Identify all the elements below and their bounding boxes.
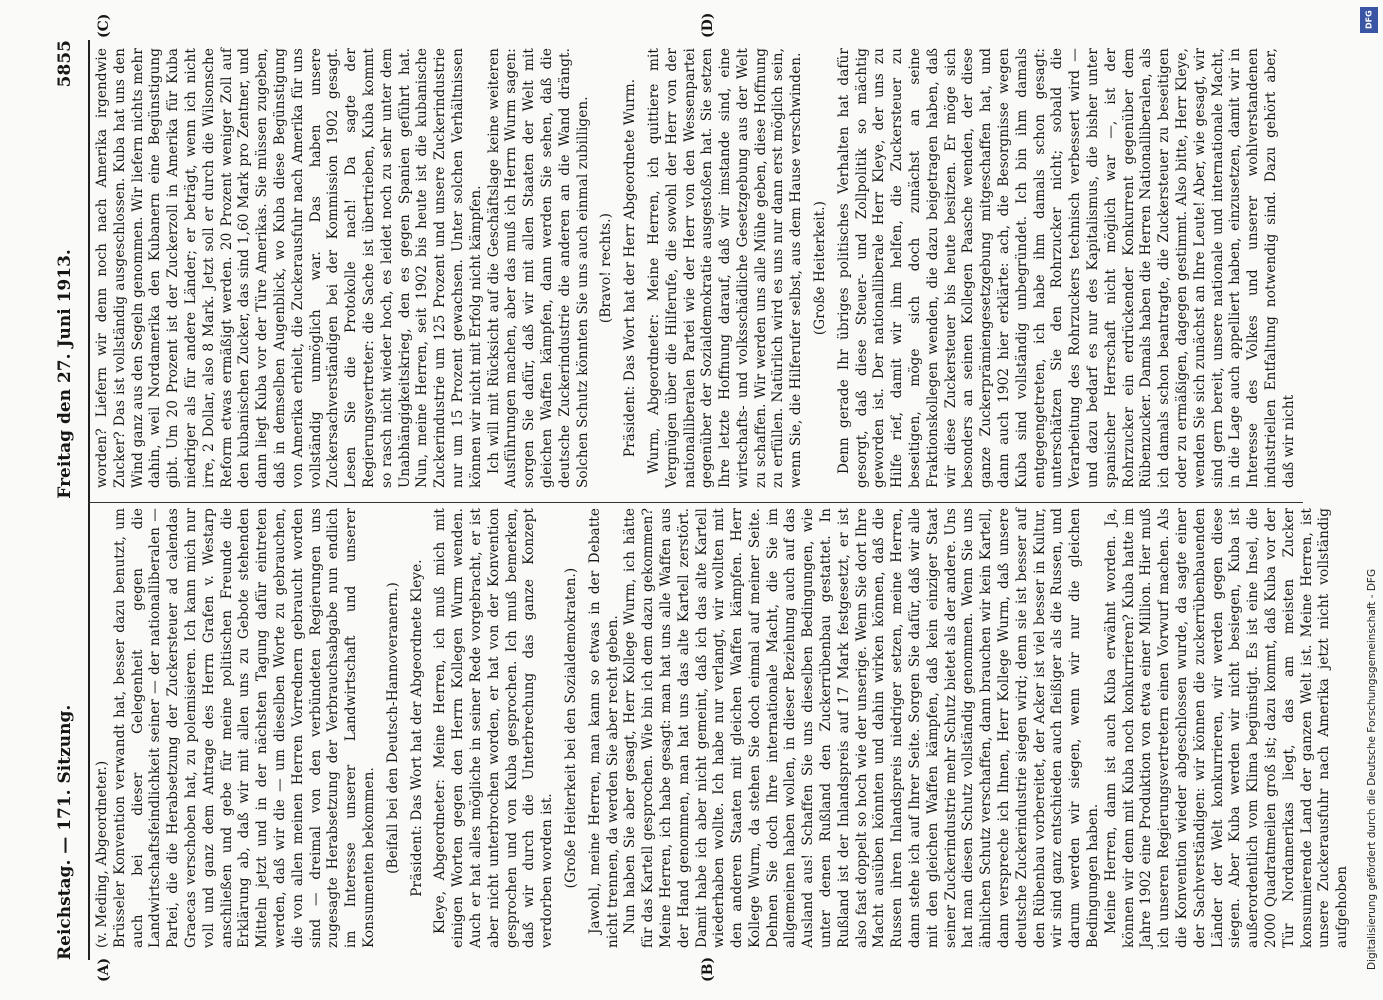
header-date: Freitag den 27. Juni 1913. xyxy=(55,249,75,499)
margin-mark-c: (C) xyxy=(96,13,112,38)
page-number: 5855 xyxy=(55,40,75,88)
digitization-stamp: Digitalisierung gefördert durch die Deutsche Forschungsgemeinschaft - DFG xyxy=(1366,568,1378,970)
right-column-paragraph: Denn gerade Ihr übriges politisches Verhalten hat dafür gesorgt, daß diese Steuer- und Zollpolitik so mächtig geworden ist. Der nationalliberale Herr Kleye, der uns zu Hilfe rief, damit wir ihm helfen, die Zuckersteuer zu beseitigen, möge sich doch zunächst an seine Fraktionskollegen wenden, die dazu beigetragen haben, daß wir diese Zuckersteuer bis heute besitzen. Er möge sich besonders an seinen Kollegen Paasche wenden, der diese ganze Zuckerprämiengesetzgebung mitgeschaffen hat, und dann auch 1902 hier erklärte: ach, die Besorgnisse wegen Kuba sind vollständig unbegründet. Ich bin ihm damals entgegengetreten, ich habe ihm damals schon gesagt: unterschätzen Sie den Rohrzucker nicht; sobald die Verarbeitung des Rohrzuckers technisch verbessert wird — und dazu bedarf es nur des Kapitalismus, die bisher unter spanischer Herrschaft nicht möglich war —, ist der Rohrzucker ein erdrückender Konkurrent gegenüber dem Rübenzucker. Damals haben die Herren Nationalliberalen, als ich damals schon beantragte, die Zuckersteuer zu beseitigen oder zu ermäßigen, dagegen gestimmt. Also bitte, Herr Kleye, wenden Sie sich zunächst an Ihre Leute! Aber, wie gesagt, wir sind gern bereit, unsere nationale und internationale Macht, in die Lage auch appelliert haben, einzusetzen, damit wir in Interesse des Volkes und unserer wohlverstandenen industriellen Entfaltung notwendig sind. Dazu gehört aber, daß wir nicht xyxy=(835,48,1297,488)
left-column-paragraph: Nun haben Sie aber gesagt, Herr Kollege Wurm, ich hätte für das Kartell gesprochen. Wie bin ich dem dazu gekommen? Meine Herren, ich habe gesagt: man hat uns alle Waffen aus der Hand genommen, man hat uns das alte Kartell zerstört. Damit habe ich aber nicht gemeint, daß ich das alte Kartell wiederhaben wollte. Ich habe nur verlangt, wir wollten mit den anderen Staaten mit gleichen Waffen kämpfen. Herr Kollege Wurm, da stehen Sie doch einmal auf meiner Seite. Dehnen Sie doch Ihre internationale Macht, die Sie im allgemeinen haben wollen, in dieser Beziehung auch auf das Ausland aus! Schaffen Sie uns dieselben Bedingungen, wie unter denen Rußland den Zuckerrübenbau gestattet. In Rußland ist der Inlandspreis auf 17 Mark festgesetzt, er ist also fast doppelt so hoch wie der unserige. Wenn Sie dort Ihre Macht ausüben könnten und dahin wirken können, daß die Russen ihren Inlandspreis niedriger setzen, meine Herren, dann stehe ich auf Ihrer Seite. Sorgen Sie dafür, daß wir alle mit den gleichen Waffen kämpfen, daß kein einziger Staat seiner Zuckerindustrie mehr Schutz bietet als der andere. Uns hat man diesen Schutz vollständig genommen. Wenn Sie uns ähnlichen Schutz verschaffen, dann brauchen wir kein Kartell, dann verspreche ich Ihnen, Herr Kollege Wurm, daß unsere deutsche Zuckerindustrie siegen wird; denn sie ist besser auf den Rübenbau vorbereitet, der Acker ist viel besser in Kultur, wir sind ganz entschieden auch fleißiger als die Russen, und darum werden wir siegen, wenn wir nur die gleichen Bedingungen haben. xyxy=(622,508,1102,948)
page-header xyxy=(55,40,85,960)
left-column-paragraph: Präsident: Das Wort hat der Abgeordnete Kleye. xyxy=(408,559,425,897)
header-left: Reichstag. — 171. Sitzung. xyxy=(55,704,75,960)
right-column-paragraph: Präsident: Das Wort hat der Herr Abgeordnete Wurm. xyxy=(622,78,639,458)
header-rule xyxy=(88,40,90,960)
left-column-paragraph: Kleye, Abgeordneter: Meine Herren, ich muß mich mit einigen Worten gegen den Herrn Kollegen Wurm wenden. Auch er hat alles mögliche in seiner Rede vorgebracht, er ist aber nicht unterbrochen worden, er hat von der Konvention gesprochen und von Kuba gesprochen. Ich muß bemerken, daß wir durch die Unterbrechung das ganze Konzept verdorben worden ist. xyxy=(432,508,556,948)
right-column-paragraph: (Große Heiterkeit.) xyxy=(812,200,829,336)
left-column-paragraph: Jawohl, meine Herren, man kann so etwas in der Debatte nicht trennen, da werden Sie aber recht geben. xyxy=(586,508,621,948)
left-column-paragraph: (Große Heiterkeit bei den Sozialdemokraten.) xyxy=(562,567,579,889)
dfg-logo: DFG xyxy=(1360,7,1378,33)
right-column-paragraph: (Bravo! rechts.) xyxy=(598,212,615,324)
left-column xyxy=(94,508,1352,948)
left-column-paragraph: (v. Meding, Abgeordneter.) xyxy=(94,760,110,948)
left-column-paragraph: (Beifall bei den Deutsch-Hannoveranern.) xyxy=(384,582,401,874)
right-column-paragraph: Ich will mit Rücksicht auf die Geschäftslage keine weiteren Ausführungen machen, aber das muß ich Herrn Wurm sagen: sorgen Sie dafür, daß wir mit allen Staaten der Welt mit gleichen Waffen kämpfen, dann werden Sie sehen, daß die deutsche Zuckerindustrie die anderen an die Wand drängt. Solchen Schutz könnten Sie uns auch einmal zubilligen. xyxy=(485,48,591,488)
right-column-paragraph: worden? Liefern wir denn noch nach Amerika irgendwie Zucker? Das ist vollständig ausgeschlossen. Kuba hat uns den Wind ganz aus den Segeln genommen. Wir liefern nichts mehr dahin, weil Nordamerika den Kubanern eine Begünstigung gibt. Um 20 Prozent ist der Zuckerzoll in Amerika für Kuba niedriger als für andere Länder; er beträgt, wenn ich nicht irre, 2 Dollar, also 8 Mark. Jetzt soll er durch die Wilsonsche Reform etwas ermäßigt werden. 20 Prozent weniger Zoll auf den kubanischen Zucker, das sind 1,60 Mark pro Zentner, und dann liegt Kuba vor der Türe Amerikas. Sie müssen zugeben, daß in demselben Augenblick, wo Kuba diese Begünstigung von Amerika erhielt, die Zuckerausfuhr nach Amerika für uns vollständig unmöglich war. Das haben unsere Zuckersachverständigen bei der Kommission 1902 gesagt. Lesen Sie die Protokolle nach! Da sagte der Regierungsvertreter: die Sache ist übertrieben, Kuba kommt so rasch nicht wieder hoch, es leidet noch zu sehr unter dem Unabhängigkeitskrieg, den es gegen Spanien geführt hat. Nun, meine Herren, seit 1902 bis heute ist die kubanische Zuckerindustrie um 125 Prozent und unsere Zuckerindustrie nur um 15 Prozent gewachsen. Unter solchen Verhältnissen können wir nicht mit Erfolg nicht kämpfen. xyxy=(94,48,484,488)
header-right xyxy=(55,40,75,499)
margin-mark-b: (B) xyxy=(700,956,716,982)
left-column-paragraph: Meine Herren, dann ist auch Kuba erwähnt worden. Ja, können wir denn mit Kuba noch konkurrieren? Kuba hatte im Jahre 1902 eine Produktion von etwa einer Million. Hier muß ich unseren Regierungsvertretern einen Vorwurf machen. Als die Konvention wieder abgeschlossen wurde, da sagte einer der Sachverständigen: wir können die zuckerrübenbauenden Länder der Welt konkurrieren, wir werden gegen diese siegen. Aber Kuba werden wir nicht besiegen, Kuba ist außerordentlich vom Klima begünstigt. Es ist eine Insel, die 2000 Quadratmeilen groß ist; dazu kommt, daß Kuba vor der Tür Nordamerikas liegt, das am meisten Zucker konsumierende Land der ganzen Welt ist. Meine Herren, ist unsere Zuckerausfuhr nach Amerika jetzt nicht vollständig aufgehoben xyxy=(1102,508,1351,948)
right-column-paragraph: Wurm, Abgeordneter: Meine Herren, ich quittiere mit Vergnügen über die Hilferufe, die sowohl der Herr von der nationalliberalen Partei wie der Herr von den Wessenpartei gegenüber der Sozialdemokratie ausgestoßen hat. Sie setzen Ihre letzte Hoffnung darauf, daß wir imstande sind, eine wirtschafts- und volksschädliche Gesetzgebung aus der Welt zu schaffen. Wir werden uns alle Mühe geben, diese Hoffnung zu erfüllen. Natürlich wird es uns nur dann erst möglich sein, wenn Sie, die Hilferufer selbst, aus dem Hause verschwinden. xyxy=(645,48,805,488)
left-column-paragraph: Brüsseler Konvention verwandt hat, besser dazu benutzt, um auch bei dieser Gelegenheit gegen die Landwirtschaftsfeindlichkeit seiner — der nationalliberalen — Partei, die die Herabsetzung der Zuckersteuer ad calendas Graecas verschoben hat, zu polemisieren. Ich kann mich nur voll und ganz dem Antrage des Herrn Grafen v. Westarp anschließen und gebe für meine politischen Freunde die Erklärung ab, daß wir mit allen uns zu Gebote stehenden Mitteln jetzt und in der nächsten Tagung dafür eintreten werden, daß wir die — um dieselben Worte zu gebrauchen, die von allen meinen Herren Vorrednern gebraucht worden sind — dreimal von den verbündeten Regierungen uns zugesagte Herabsetzung der Verbrauchsabgabe nun endlich im Interesse unserer Landwirtschaft und unserer Konsumenten bekommen. xyxy=(111,508,377,948)
margin-mark-d: (D) xyxy=(700,12,716,38)
margin-mark-a: (A) xyxy=(96,957,112,982)
column-rule xyxy=(88,502,1303,503)
right-column xyxy=(94,48,1299,488)
